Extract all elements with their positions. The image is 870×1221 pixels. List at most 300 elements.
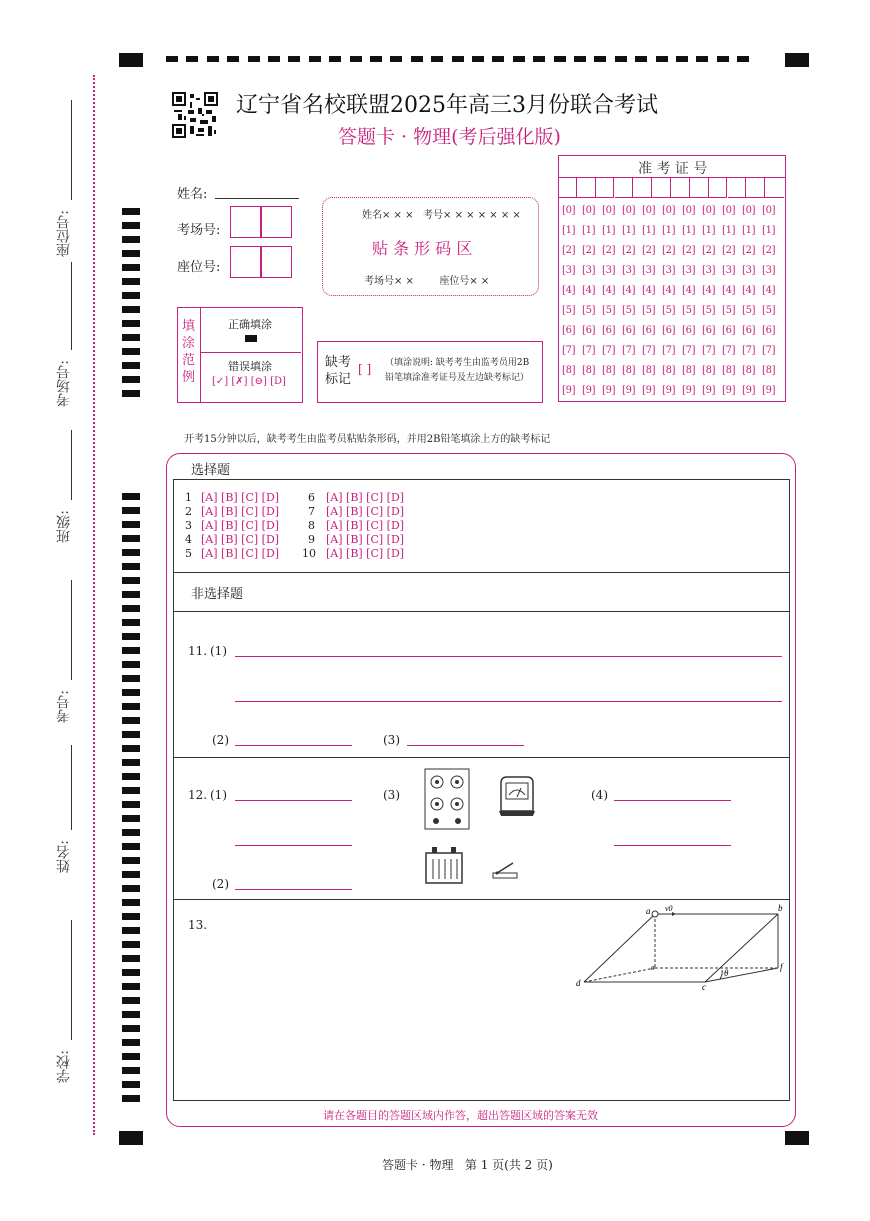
side-timing-mark <box>122 745 140 752</box>
admission-digit-bubble[interactable]: [6] <box>642 325 656 336</box>
side-timing-mark <box>122 507 140 514</box>
admission-digit-bubble[interactable]: [2] <box>762 245 776 256</box>
admission-digit-bubble[interactable]: [9] <box>562 385 576 396</box>
side-timing-mark <box>122 549 140 556</box>
choice-question-number: 9 <box>308 533 315 546</box>
admission-digit-bubble[interactable]: [5] <box>622 305 636 316</box>
admission-digit-bubble[interactable]: [7] <box>602 345 616 356</box>
absent-note: （填涂说明: 缺考考生由监考员用2B铅笔填涂准考证号及左边缺考标记） <box>385 358 530 383</box>
admission-digit-bubble[interactable]: [3] <box>582 265 596 276</box>
side-timing-mark <box>122 871 140 878</box>
admission-digit-bubble[interactable]: [0] <box>662 205 676 216</box>
side-label-class: 班级: <box>56 510 72 543</box>
timing-dash <box>431 56 443 62</box>
side-timing-mark <box>122 1067 140 1074</box>
admission-digit-bubble[interactable]: [9] <box>602 385 616 396</box>
side-timing-mark <box>122 250 140 257</box>
side-timing-mark <box>122 955 140 962</box>
admission-digit-bubble[interactable]: [8] <box>662 365 676 376</box>
admission-digit-bubble[interactable]: [5] <box>682 305 696 316</box>
admission-digit-bubble[interactable]: [8] <box>682 365 696 376</box>
q13-label-f: f <box>780 962 783 972</box>
nonchoice-section-title: 非选择题 <box>191 587 244 602</box>
q12-number: 12. <box>188 788 208 802</box>
side-timing-mark <box>122 759 140 766</box>
admission-input-cell[interactable] <box>728 178 747 198</box>
q13-label-theta: θ <box>724 968 729 978</box>
side-timing-mark <box>122 334 140 341</box>
admission-digit-bubble[interactable]: [6] <box>682 325 696 336</box>
admission-digit-bubble[interactable]: [5] <box>762 305 776 316</box>
side-timing-mark <box>122 1039 140 1046</box>
admission-digit-bubble[interactable]: [1] <box>702 225 716 236</box>
admission-digit-bubble[interactable]: [8] <box>622 365 636 376</box>
admission-input-cell[interactable] <box>577 178 596 198</box>
admission-digit-bubble[interactable]: [3] <box>562 265 576 276</box>
admission-input-cell[interactable] <box>633 178 652 198</box>
choice-option-bubbles[interactable]: [A] [B] [C] [D] <box>201 519 280 532</box>
admission-digit-bubble[interactable]: [6] <box>762 325 776 336</box>
q13-label-a: a <box>646 906 651 916</box>
q13-label-c: c <box>702 982 706 992</box>
side-line-exam-no <box>71 580 72 680</box>
corner-mark-tr <box>785 53 809 67</box>
side-timing-mark <box>122 376 140 383</box>
choice-question-number: 4 <box>185 533 192 546</box>
side-timing-mark <box>122 1095 140 1102</box>
q12-part4-answer-line-1[interactable] <box>614 800 731 801</box>
admission-digit-bubble[interactable]: [0] <box>562 205 576 216</box>
notice-text: 开考15分钟以后，缺考考生由监考员粘贴条形码，并用2B铅笔填涂上方的缺考标记 <box>184 434 551 445</box>
admission-digit-bubble[interactable]: [4] <box>722 285 736 296</box>
admission-digit-bubble[interactable]: [7] <box>762 345 776 356</box>
seat-label: 座位号: <box>177 260 221 275</box>
timing-dash <box>492 56 504 62</box>
side-timing-mark <box>122 348 140 355</box>
side-label-room: 考场号: <box>56 360 72 407</box>
side-timing-mark <box>122 208 140 215</box>
side-timing-mark <box>122 927 140 934</box>
admission-digit-bubble[interactable]: [3] <box>642 265 656 276</box>
q11-part2-answer-line[interactable] <box>235 745 352 746</box>
side-timing-mark <box>122 390 140 397</box>
admission-digit-bubble[interactable]: [1] <box>602 225 616 236</box>
timing-dash <box>370 56 382 62</box>
barcode-title: 贴 条 形 码 区 <box>372 239 473 258</box>
page-title: 辽宁省名校联盟2025年高三3月份联合考试 <box>236 93 658 118</box>
timing-dash <box>248 56 260 62</box>
timing-dash <box>452 56 464 62</box>
admission-digit-bubble[interactable]: [5] <box>722 305 736 316</box>
side-timing-mark <box>122 815 140 822</box>
choice-option-bubbles[interactable]: [A] [B] [C] [D] <box>201 533 280 546</box>
corner-mark-bl <box>119 1131 143 1145</box>
admission-input-cell[interactable] <box>615 178 634 198</box>
q12-part2-label: (2) <box>212 877 229 891</box>
side-line-name <box>71 745 72 830</box>
side-timing-mark <box>122 633 140 640</box>
room-box-2[interactable] <box>260 206 292 238</box>
choice-option-bubbles[interactable]: [A] [B] [C] [D] <box>201 491 280 504</box>
q12-part1-label: (1) <box>210 788 227 802</box>
admission-digit-bubble[interactable]: [6] <box>602 325 616 336</box>
admission-digit-bubble[interactable]: [3] <box>682 265 696 276</box>
switch-icon <box>491 860 519 880</box>
room-label: 考场号: <box>177 223 221 238</box>
admission-digit-bubble[interactable]: [0] <box>722 205 736 216</box>
timing-dash <box>656 56 668 62</box>
admission-digit-bubble[interactable]: [2] <box>702 245 716 256</box>
timing-dash <box>717 56 729 62</box>
side-timing-mark <box>122 857 140 864</box>
side-timing-mark <box>122 969 140 976</box>
admission-digit-bubble[interactable]: [8] <box>582 365 596 376</box>
admission-digit-bubble[interactable]: [8] <box>702 365 716 376</box>
timing-dash <box>350 56 362 62</box>
admission-digit-bubble[interactable]: [5] <box>742 305 756 316</box>
voltmeter-icon <box>497 775 537 817</box>
corner-mark-tl <box>119 53 143 67</box>
side-label-exam-no: 考号: <box>56 690 72 723</box>
admission-digit-bubble[interactable]: [6] <box>622 325 636 336</box>
q12-part1-answer-line-2[interactable] <box>235 845 352 846</box>
admission-digit-bubble[interactable]: [6] <box>562 325 576 336</box>
timing-dash <box>390 56 402 62</box>
admission-digit-bubble[interactable]: [7] <box>722 345 736 356</box>
side-timing-mark <box>122 983 140 990</box>
admission-digit-bubble[interactable]: [0] <box>602 205 616 216</box>
admission-digit-bubble[interactable]: [0] <box>682 205 696 216</box>
q12-part3-label: (3) <box>383 788 400 802</box>
fill-example-divider-h <box>200 352 301 353</box>
cut-line <box>93 75 95 1135</box>
q11-number: 11. <box>188 644 208 658</box>
admission-input-cell[interactable] <box>596 178 615 198</box>
side-timing-mark <box>122 661 140 668</box>
admission-digit-bubble[interactable]: [1] <box>582 225 596 236</box>
side-label-name: 姓名: <box>56 840 72 873</box>
q13-label-v0: v0 <box>665 904 673 913</box>
admission-digit-bubble[interactable]: [9] <box>662 385 676 396</box>
q12-part4-answer-line-2[interactable] <box>614 845 731 846</box>
resistance-box-icon <box>424 768 470 830</box>
timing-dash <box>227 56 239 62</box>
choice-option-bubbles[interactable]: [A] [B] [C] [D] <box>326 519 405 532</box>
timing-dash <box>554 56 566 62</box>
admission-digit-bubble[interactable]: [9] <box>742 385 756 396</box>
seat-box-2[interactable] <box>260 246 292 278</box>
admission-digit-bubble[interactable]: [9] <box>702 385 716 396</box>
side-timing-mark <box>122 535 140 542</box>
admission-digit-bubble[interactable]: [8] <box>642 365 656 376</box>
timing-dash <box>594 56 606 62</box>
admission-digit-bubble[interactable]: [9] <box>582 385 596 396</box>
choice-option-bubbles[interactable]: [A] [B] [C] [D] <box>326 491 405 504</box>
side-timing-mark <box>122 899 140 906</box>
timing-dash <box>288 56 300 62</box>
q11-part3-answer-line[interactable] <box>407 745 524 746</box>
choice-question-number: 10 <box>302 547 316 560</box>
admission-digit-bubble[interactable]: [4] <box>562 285 576 296</box>
admission-digit-bubble[interactable]: [1] <box>742 225 756 236</box>
q12-part4-label: (4) <box>591 788 608 802</box>
choice-option-bubbles[interactable]: [A] [B] [C] [D] <box>326 533 405 546</box>
admission-digit-bubble[interactable]: [4] <box>662 285 676 296</box>
admission-digit-bubble[interactable]: [5] <box>582 305 596 316</box>
side-timing-mark <box>122 292 140 299</box>
side-timing-mark <box>122 885 140 892</box>
choice-option-bubbles[interactable]: [A] [B] [C] [D] <box>201 505 280 518</box>
admission-digit-bubble[interactable]: [8] <box>722 365 736 376</box>
admission-digit-bubble[interactable]: [8] <box>742 365 756 376</box>
choice-question-number: 2 <box>185 505 192 518</box>
q13-label-e: e <box>651 963 655 972</box>
admission-digit-bubble[interactable]: [8] <box>602 365 616 376</box>
admission-digit-bubble[interactable]: [7] <box>702 345 716 356</box>
admission-digit-bubble[interactable]: [1] <box>722 225 736 236</box>
admission-input-cell[interactable] <box>671 178 690 198</box>
admission-digit-bubble[interactable]: [9] <box>682 385 696 396</box>
side-label-school: 学校: <box>56 1050 72 1083</box>
absent-checkbox[interactable]: [ ] <box>358 362 372 376</box>
divider-nonchoice-title <box>173 611 789 612</box>
timing-dash <box>472 56 484 62</box>
admission-input-cell[interactable] <box>690 178 709 198</box>
side-timing-mark <box>122 493 140 500</box>
side-timing-mark <box>122 787 140 794</box>
q13-label-b: b <box>778 903 783 913</box>
admission-input-cell[interactable] <box>765 178 784 198</box>
corner-mark-br <box>785 1131 809 1145</box>
admission-digit-bubble[interactable]: [3] <box>742 265 756 276</box>
timing-dash <box>166 56 178 62</box>
admission-input-cell[interactable] <box>652 178 671 198</box>
admission-digit-bubble[interactable]: [2] <box>742 245 756 256</box>
timing-dash <box>635 56 647 62</box>
admission-digit-bubble[interactable]: [2] <box>602 245 616 256</box>
admission-digit-bubble[interactable]: [1] <box>622 225 636 236</box>
admission-digit-bubble[interactable]: [4] <box>702 285 716 296</box>
admission-digit-bubble[interactable]: [6] <box>582 325 596 336</box>
admission-digit-bubble[interactable]: [6] <box>722 325 736 336</box>
wrong-fill-marks: [✓] [✗] [⊖] [D] <box>212 376 286 387</box>
side-timing-mark <box>122 843 140 850</box>
admission-digit-bubble[interactable]: [5] <box>662 305 676 316</box>
admission-digit-bubble[interactable]: [0] <box>582 205 596 216</box>
side-timing-mark <box>122 278 140 285</box>
timing-dash <box>574 56 586 62</box>
q13-number: 13. <box>188 918 208 932</box>
admission-digit-bubble[interactable]: [0] <box>762 205 776 216</box>
admission-digit-bubble[interactable]: [3] <box>702 265 716 276</box>
choice-question-number: 6 <box>308 491 315 504</box>
divider-after-q11 <box>173 757 789 758</box>
admission-digit-bubble[interactable]: [7] <box>642 345 656 356</box>
choice-question-number: 5 <box>185 547 192 560</box>
q11-part1-answer-line-1[interactable] <box>235 656 782 657</box>
q11-part3-label: (3) <box>383 733 400 747</box>
page-footer: 答题卡 · 物理 第 1 页(共 2 页) <box>382 1158 553 1172</box>
admission-digit-bubble[interactable]: [0] <box>642 205 656 216</box>
side-label-seat: 座位号: <box>56 210 72 257</box>
admission-digit-bubble[interactable]: [9] <box>622 385 636 396</box>
side-timing-mark <box>122 222 140 229</box>
admission-digit-bubble[interactable]: [6] <box>742 325 756 336</box>
admission-digit-bubble[interactable]: [4] <box>622 285 636 296</box>
side-line-seat <box>71 100 72 200</box>
q13-label-d: d <box>576 978 581 988</box>
timing-dash <box>676 56 688 62</box>
admission-digit-bubble[interactable]: [8] <box>762 365 776 376</box>
admission-digit-bubble[interactable]: [3] <box>622 265 636 276</box>
side-timing-mark <box>122 1053 140 1060</box>
admission-input-cell[interactable] <box>558 178 577 198</box>
admission-input-cell[interactable] <box>709 178 728 198</box>
side-timing-mark <box>122 320 140 327</box>
admission-digit-bubble[interactable]: [9] <box>642 385 656 396</box>
admission-digit-bubble[interactable]: [1] <box>662 225 676 236</box>
room-box-1[interactable] <box>230 206 262 238</box>
q11-part1-answer-line-2[interactable] <box>235 701 782 702</box>
side-timing-mark <box>122 619 140 626</box>
admission-digit-bubble[interactable]: [5] <box>602 305 616 316</box>
admission-digit-bubble[interactable]: [8] <box>562 365 576 376</box>
admission-digit-bubble[interactable]: [4] <box>742 285 756 296</box>
admission-digit-bubble[interactable]: [4] <box>682 285 696 296</box>
side-line-class <box>71 430 72 500</box>
admission-digit-bubble[interactable]: [4] <box>642 285 656 296</box>
admission-digit-bubble[interactable]: [7] <box>582 345 596 356</box>
q12-part1-answer-line-1[interactable] <box>235 800 352 801</box>
admission-digit-bubble[interactable]: [3] <box>762 265 776 276</box>
side-timing-mark <box>122 605 140 612</box>
fill-example-label: 填涂范例 <box>182 319 196 385</box>
side-timing-mark <box>122 801 140 808</box>
side-timing-mark <box>122 703 140 710</box>
side-timing-mark <box>122 236 140 243</box>
admission-digit-bubble[interactable]: [1] <box>642 225 656 236</box>
admission-digit-bubble[interactable]: [6] <box>662 325 676 336</box>
admission-digit-bubble[interactable]: [4] <box>762 285 776 296</box>
side-timing-mark <box>122 913 140 920</box>
name-label: 姓名: <box>177 187 208 202</box>
side-timing-mark <box>122 675 140 682</box>
divider-after-q12 <box>173 899 789 900</box>
side-timing-mark <box>122 264 140 271</box>
admission-digit-bubble[interactable]: [3] <box>602 265 616 276</box>
timing-dash <box>696 56 708 62</box>
side-timing-mark <box>122 689 140 696</box>
choice-question-number: 3 <box>185 519 192 532</box>
side-timing-mark <box>122 773 140 780</box>
admission-digit-bubble[interactable]: [3] <box>722 265 736 276</box>
correct-fill-mark <box>245 335 257 342</box>
admission-digit-bubble[interactable]: [0] <box>702 205 716 216</box>
barcode-top-text: 姓名× × × 考号× × × × × × × <box>362 210 521 221</box>
choice-option-bubbles[interactable]: [A] [B] [C] [D] <box>326 547 405 560</box>
timing-dash <box>615 56 627 62</box>
admission-digit-bubble[interactable]: [7] <box>662 345 676 356</box>
q11-part2-label: (2) <box>212 733 229 747</box>
admission-digit-bubble[interactable]: [2] <box>642 245 656 256</box>
side-timing-mark <box>122 1025 140 1032</box>
timing-dash <box>533 56 545 62</box>
q12-part2-answer-line[interactable] <box>235 889 352 890</box>
admission-digit-bubble[interactable]: [7] <box>562 345 576 356</box>
admission-digit-bubble[interactable]: [7] <box>682 345 696 356</box>
admission-digit-bubble[interactable]: [7] <box>742 345 756 356</box>
battery-icon <box>424 845 464 885</box>
side-timing-mark <box>122 362 140 369</box>
page-subtitle: 答题卡 · 物理(考后强化版) <box>338 126 561 148</box>
admission-digit-bubble[interactable]: [1] <box>762 225 776 236</box>
choice-option-bubbles[interactable]: [A] [B] [C] [D] <box>326 505 405 518</box>
q11-part1-label: (1) <box>210 644 227 658</box>
admission-digit-bubble[interactable]: [2] <box>682 245 696 256</box>
admission-digit-bubble[interactable]: [9] <box>762 385 776 396</box>
admission-digit-bubble[interactable]: [2] <box>662 245 676 256</box>
admission-digit-bubble[interactable]: [3] <box>662 265 676 276</box>
side-timing-mark <box>122 1081 140 1088</box>
side-timing-mark <box>122 731 140 738</box>
absent-label: 缺考标记 <box>325 355 352 387</box>
seat-box-1[interactable] <box>230 246 262 278</box>
admission-digit-bubble[interactable]: [7] <box>622 345 636 356</box>
side-timing-mark <box>122 577 140 584</box>
admission-digit-bubble[interactable]: [2] <box>622 245 636 256</box>
fill-example-divider-v <box>200 307 201 402</box>
admission-digit-bubble[interactable]: [5] <box>702 305 716 316</box>
admission-input-cell[interactable] <box>746 178 765 198</box>
timing-dash <box>737 56 749 62</box>
timing-dash <box>329 56 341 62</box>
admission-digit-bubble[interactable]: [1] <box>682 225 696 236</box>
choice-question-number: 7 <box>308 505 315 518</box>
divider-after-choice <box>173 572 789 573</box>
answer-area-notice: 请在各题目的答题区域内作答，超出答题区域的答案无效 <box>323 1109 598 1122</box>
side-timing-mark <box>122 563 140 570</box>
correct-fill-label: 正确填涂 <box>228 318 272 331</box>
admission-digit-bubble[interactable]: [4] <box>602 285 616 296</box>
choice-option-bubbles[interactable]: [A] [B] [C] [D] <box>201 547 280 560</box>
admission-digit-bubble[interactable]: [5] <box>642 305 656 316</box>
admission-digit-bubble[interactable]: [0] <box>742 205 756 216</box>
admission-digit-bubble[interactable]: [2] <box>582 245 596 256</box>
admission-digit-bubble[interactable]: [1] <box>562 225 576 236</box>
choice-section-title: 选择题 <box>191 463 231 478</box>
admission-digit-bubble[interactable]: [4] <box>582 285 596 296</box>
q13-diagram <box>570 902 790 992</box>
side-timing-mark <box>122 306 140 313</box>
admission-digit-bubble[interactable]: [9] <box>722 385 736 396</box>
side-timing-mark <box>122 647 140 654</box>
admission-digit-bubble[interactable]: [2] <box>722 245 736 256</box>
wrong-fill-label: 错误填涂 <box>228 360 272 373</box>
choice-question-number: 1 <box>185 491 192 504</box>
timing-dash <box>207 56 219 62</box>
side-timing-mark <box>122 829 140 836</box>
side-line-room <box>71 262 72 350</box>
side-timing-mark <box>122 997 140 1004</box>
admission-digit-bubble[interactable]: [0] <box>622 205 636 216</box>
side-timing-mark <box>122 521 140 528</box>
admission-digit-bubble[interactable]: [2] <box>562 245 576 256</box>
timing-dash <box>513 56 525 62</box>
admission-digit-bubble[interactable]: [5] <box>562 305 576 316</box>
timing-dash <box>411 56 423 62</box>
name-field[interactable] <box>215 198 299 199</box>
admission-digit-bubble[interactable]: [6] <box>702 325 716 336</box>
